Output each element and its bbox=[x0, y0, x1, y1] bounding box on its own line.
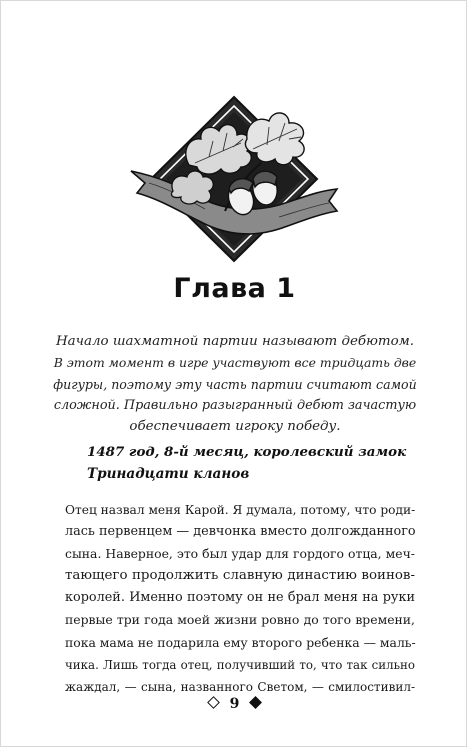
body-line: пока мама не подарила ему второго ребенка — маль- bbox=[65, 634, 416, 650]
epigraph bbox=[53, 331, 417, 437]
place-date-heading bbox=[87, 442, 407, 485]
diamond-outline-icon bbox=[207, 696, 220, 709]
epigraph-line: обеспечивает игроку победу. bbox=[129, 419, 341, 435]
body-line: жаждал, — сына, названного Светом, — смилостивил- bbox=[65, 679, 415, 694]
body-line: первые три года моей жизни ровно до того времени, bbox=[65, 612, 415, 628]
body-line: сына. Наверное, это был удар для гордого отца, меч- bbox=[65, 546, 415, 562]
place-date-line: 1487 год, 8-й месяц, королевский замок bbox=[87, 444, 407, 460]
body-line: Отец назвал меня Карой. Я думала, потому, что роди- bbox=[65, 503, 416, 517]
oak-leaf-acorn-emblem-icon bbox=[129, 93, 339, 263]
body-line: тающего продолжить славную династию воинов- bbox=[65, 568, 415, 584]
place-date-line: Тринадцати кланов bbox=[87, 465, 250, 482]
epigraph-line: В этот момент в игре участвуют все тридцать две bbox=[53, 355, 417, 371]
body-line: чика. Лишь тогда отец, получивший то, что так сильно bbox=[65, 657, 415, 672]
chapter-title: Глава 1 bbox=[173, 273, 296, 304]
page-footer bbox=[1, 696, 467, 712]
body-line: лась первенцем — девчонка вместо долгожданного bbox=[65, 524, 416, 540]
epigraph-line: фигуры, поэтому эту часть партии считают самой bbox=[53, 376, 417, 392]
body-line: королей. Именно поэтому он не брал меня на руки bbox=[65, 590, 415, 606]
epigraph-line: Начало шахматной партии называют дебютом. bbox=[56, 334, 414, 349]
epigraph-line: сложной. Правильно разыгранный дебют зачастую bbox=[53, 397, 417, 413]
page-number: 9 bbox=[229, 696, 240, 712]
diamond-filled-icon bbox=[249, 696, 262, 709]
body-paragraph bbox=[65, 499, 415, 698]
